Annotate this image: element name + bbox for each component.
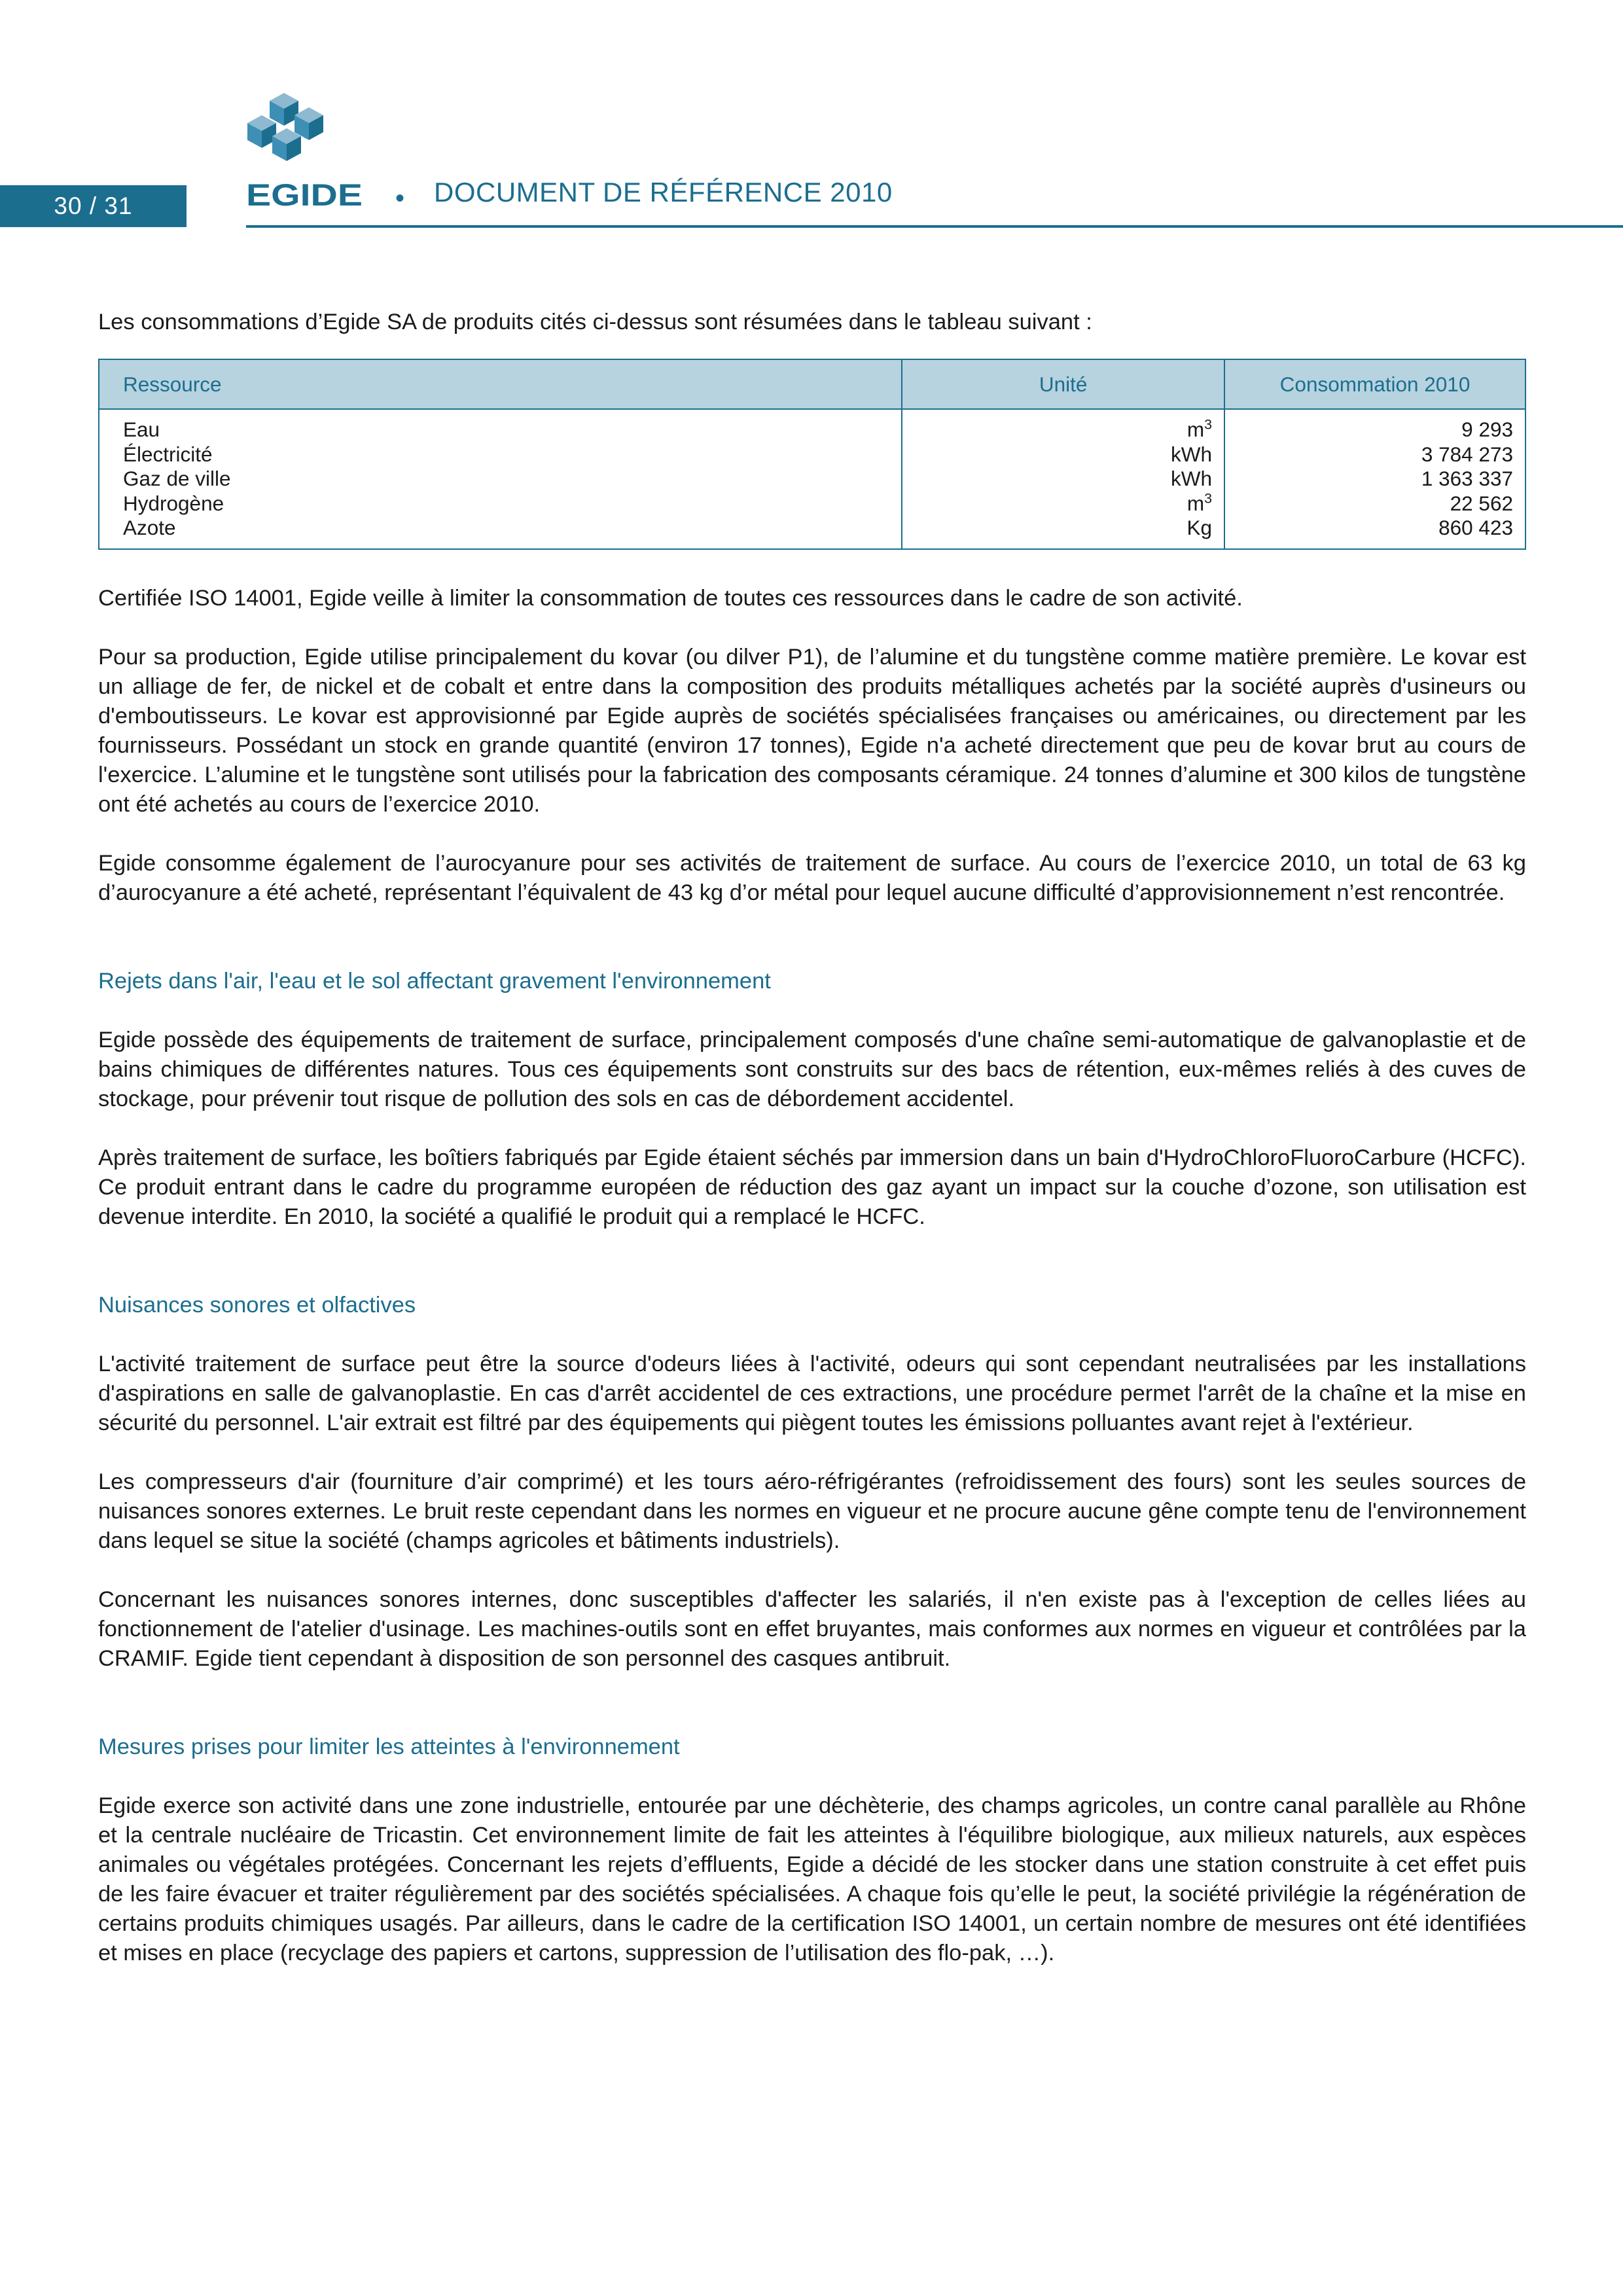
resource-cell: Hydrogène (123, 491, 224, 515)
value-cell: 3 784 273 (1421, 442, 1513, 466)
page-indicator: 30 / 31 (0, 185, 187, 227)
header-rule (246, 225, 1623, 228)
resource-cell: Gaz de ville (123, 467, 231, 490)
unit-cell: $m^3$ (1186, 490, 1213, 515)
header-ressource: Ressource (99, 359, 902, 409)
table-header-row (99, 359, 1525, 409)
header-unite: Unité (902, 359, 1224, 409)
document-title: DOCUMENT DE RÉFÉRENCE 2010 (434, 177, 893, 207)
page-content (98, 308, 1526, 1968)
section-title-rejets: Rejets dans l'air, l'eau et le sol affectant gravement l'environnement (98, 968, 771, 994)
table-row (99, 409, 1525, 549)
unit-column (902, 409, 1224, 549)
value-cell: 860 423 (1438, 516, 1513, 539)
unit-cell: $m^3$ (1186, 416, 1213, 441)
resource-column (99, 409, 902, 549)
unit-cell: Kg (1186, 516, 1213, 539)
value-cell: 9 293 (1461, 418, 1513, 441)
unit-cell: kWh (1171, 467, 1213, 490)
paragraph-rejets-2: Après traitement de surface, les boîtiers fabriqués par Egide étaient séchés par immersion dans un bain d'HydroChloroFluoroCarbure (HCFC). Ce produit entrant dans le cadre du programme européen de réduction des gaz ayant un impact sur la couche d’ozone, son utilisation est devenue interdite. En 2010, la société a qualifié le produit qui a remplacé le HCFC. (98, 1145, 1526, 1229)
consumption-table (98, 359, 1526, 550)
paragraph-aurocyanure: Egide consomme également de l’aurocyanure pour ses activités de traitement de surface. Au cours de l’exercice 2010, un total de 63 kg d’aurocyanure a été acheté, représentant l’équivalent de 43 kg d’or métal pour lequel aucune difficulté d’approvisionnement n’est rencontrée. (98, 850, 1526, 905)
value-cell: 1 363 337 (1421, 467, 1513, 490)
paragraph-mesures-1: Egide exerce son activité dans une zone industrielle, entourée par une déchèterie, des champs agricoles, un contre canal parallèle au Rhône et la centrale nucléaire de Tricastin. Cet environnement limite de fait les atteintes à l'équilibre biologique, aux milieux naturels, aux espèces animales ou végétales protégées. Concernant les rejets d’effluents, Egide a décidé de les stocker dans une station construite à cet effet puis de les faire évacuer et traiter régulièrement par des sociétés spécialisées. A chaque fois qu’elle le peut, la société privilégie la régénération de certains produits chimiques usagés. Par ailleurs, dans le cadre de la certification ISO 14001, un certain nombre de mesures ont été identifiées et mises en place (recyclage des papiers et cartons, suppression de l’utilisation des flo-pak, …). (98, 1793, 1526, 1965)
paragraph-nuisances-1: L'activité traitement de surface peut être la source d'odeurs liées à l'activité, odeurs qui sont cependant neutralisées par les installations d'aspirations en salle de galvanoplastie. En cas d'arrêt accidentel de ces extractions, une procédure permet l'arrêt de la chaîne et la mise en sécurité du personnel. L'air extrait est filtré par des équipements qui piègent toutes les émissions polluantes avant rejet à l'extérieur. (98, 1351, 1526, 1435)
resource-cell: Eau (123, 418, 160, 441)
paragraph-nuisances-3: Concernant les nuisances sonores internes, donc susceptibles d'affecter les salariés, il n'en existe pas à l'exception de celles liées au fonctionnement de l'atelier d'usinage. Les machines-outils sont en effet bruyantes, mais conformes aux normes en vigueur et contrôlées par la CRAMIF. Egide tient cependant à disposition de son personnel des casques antibruit. (98, 1587, 1526, 1671)
intro-text: Les consommations d’Egide SA de produits cités ci-dessus sont résumées dans le tableau suivant : (98, 310, 1092, 334)
logo-text: EGIDE (246, 177, 363, 208)
resource-cell: Électricité (123, 442, 213, 466)
section-title-nuisances: Nuisances sonores et olfactives (98, 1292, 416, 1318)
resource-cell: Azote (123, 516, 176, 539)
paragraph-iso: Certifiée ISO 14001, Egide veille à limiter la consommation de toutes ces ressources dans le cadre de son activité. (98, 585, 1243, 611)
egide-logo (246, 84, 364, 208)
paragraph-nuisances-2: Les compresseurs d'air (fourniture d’air comprimé) et les tours aéro-réfrigérantes (refroidissement des fours) sont les seules sources de nuisances sonores externes. Le bruit reste cependant dans les normes en vigueur et ne procure aucune gêne compte tenu de l'environnement dans lequel se situe la société (champs agricoles et bâtiments industriels). (98, 1469, 1526, 1553)
paragraph-production: Pour sa production, Egide utilise principalement du kovar (ou dilver P1), de l’alumine et du tungstène comme matière première. Le kovar est un alliage de fer, de nickel et de cobalt et entre dans la composition des produits métalliques achetés par la société auprès d'usineurs ou d'emboutisseurs. Le kovar est approvisionné par Egide auprès de sociétés spécialisées françaises ou américaines, ou directement par les fournisseurs. Possédant un stock en grande quantité (environ 17 tonnes), Egide n'a acheté directement que peu de kovar brut au cours de l'exercice. L’alumine et le tungstène sont utilisés pour la fabrication des composants céramique. 24 tonnes d’alumine et 300 kilos de tungstène ont été achetés au cours de l’exercice 2010. (98, 644, 1526, 817)
unit-cell: kWh (1171, 442, 1213, 466)
header-consommation: Consommation 2010 (1224, 359, 1525, 409)
value-column (1224, 409, 1525, 549)
paragraph-rejets-1: Egide possède des équipements de traitement de surface, principalement composés d'une chaîne semi-automatique de galvanoplastie et de bains chimiques de différentes natures. Tous ces équipements sont construits sur des bacs de rétention, eux-mêmes reliés à des cuves de stockage, pour prévenir tout risque de pollution des sols en cas de débordement accidentel. (98, 1027, 1526, 1111)
section-title-mesures: Mesures prises pour limiter les atteintes à l'environnement (98, 1734, 680, 1759)
logo-cubes-icon (247, 93, 323, 161)
header-bullet: • (395, 184, 405, 213)
value-cell: 22 562 (1450, 491, 1513, 515)
